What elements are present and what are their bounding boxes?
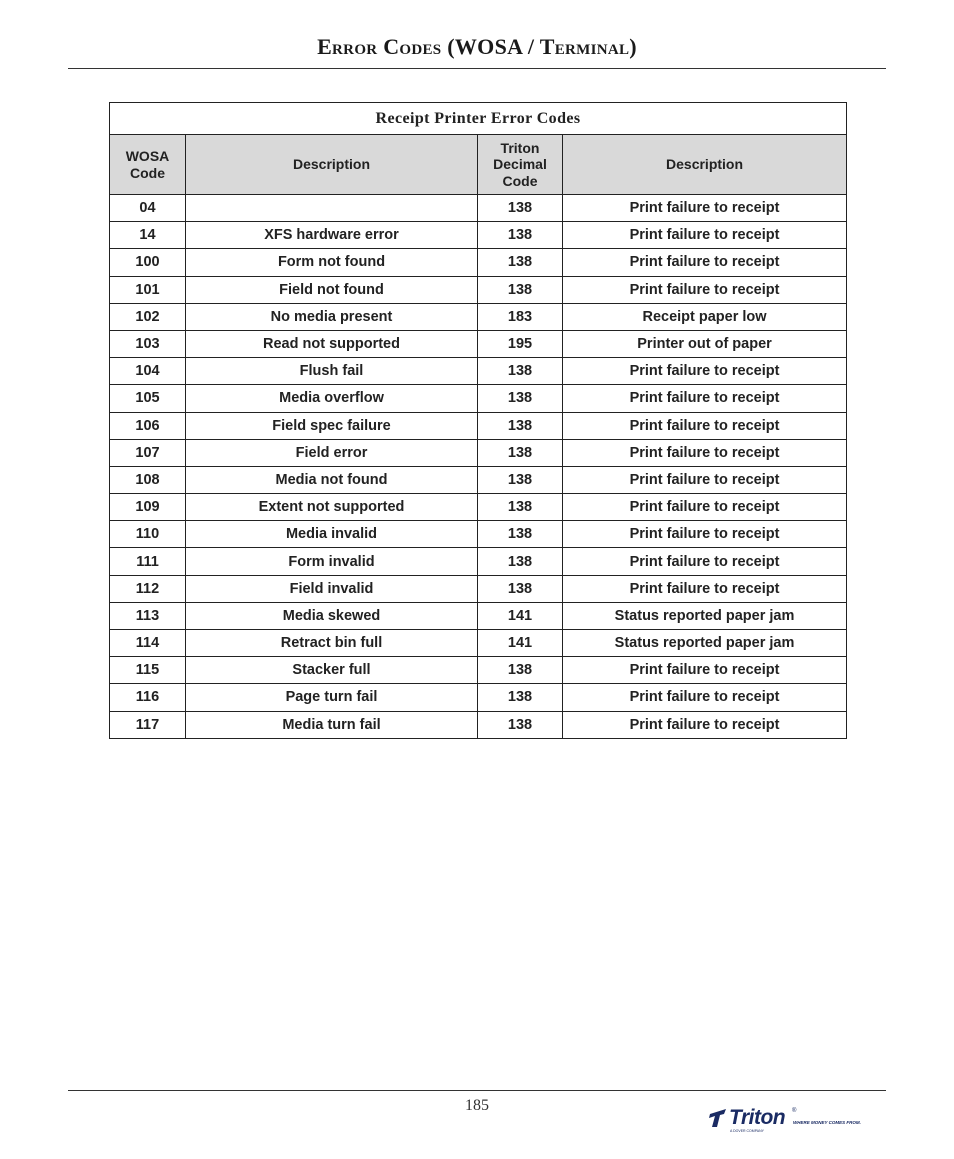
cell-triton-code: 138 (478, 358, 563, 385)
cell-wosa-description: Form not found (186, 249, 478, 276)
cell-triton-code: 138 (478, 276, 563, 303)
table-row (110, 711, 847, 738)
cell-wosa-description: Read not supported (186, 330, 478, 357)
cell-triton-code: 138 (478, 657, 563, 684)
column-header-wosa-description: Description (186, 135, 478, 195)
cell-triton-description: Print failure to receipt (563, 412, 847, 439)
table-row (110, 439, 847, 466)
cell-triton-description: Print failure to receipt (563, 521, 847, 548)
table-row (110, 684, 847, 711)
cell-wosa-code: 101 (110, 276, 186, 303)
cell-triton-description: Printer out of paper (563, 330, 847, 357)
cell-triton-code: 195 (478, 330, 563, 357)
triton-mark-icon (708, 1108, 728, 1128)
table-row (110, 249, 847, 276)
page-title: Error Codes (WOSA / Terminal) (317, 34, 637, 59)
table-row (110, 330, 847, 357)
cell-triton-description: Print failure to receipt (563, 711, 847, 738)
cell-wosa-code: 103 (110, 330, 186, 357)
cell-wosa-description: Media skewed (186, 602, 478, 629)
table-body (110, 195, 847, 739)
cell-wosa-description: Stacker full (186, 657, 478, 684)
cell-triton-description: Print failure to receipt (563, 358, 847, 385)
column-header-line: WOSA (125, 148, 170, 164)
table-row (110, 195, 847, 222)
cell-wosa-code: 107 (110, 439, 186, 466)
cell-triton-description: Print failure to receipt (563, 195, 847, 222)
cell-wosa-description: Media turn fail (186, 711, 478, 738)
table-row (110, 521, 847, 548)
cell-wosa-code: 110 (110, 521, 186, 548)
cell-triton-code: 138 (478, 575, 563, 602)
cell-wosa-code: 116 (110, 684, 186, 711)
logo-sub: A DOVER COMPANY (730, 1129, 764, 1133)
cell-wosa-code: 111 (110, 548, 186, 575)
cell-triton-code: 138 (478, 412, 563, 439)
logo-registered: ® (792, 1108, 797, 1114)
cell-wosa-code: 105 (110, 385, 186, 412)
cell-triton-code: 138 (478, 521, 563, 548)
cell-wosa-description: Flush fail (186, 358, 478, 385)
column-header-line: Code (130, 164, 165, 181)
cell-triton-code: 141 (478, 602, 563, 629)
cell-wosa-description: Retract bin full (186, 630, 478, 657)
cell-triton-description: Print failure to receipt (563, 548, 847, 575)
cell-wosa-code: 102 (110, 303, 186, 330)
cell-wosa-code: 104 (110, 358, 186, 385)
cell-wosa-description: Media invalid (186, 521, 478, 548)
cell-triton-code: 138 (478, 711, 563, 738)
cell-triton-description: Print failure to receipt (563, 494, 847, 521)
logo-brand: Triton (729, 1106, 786, 1129)
cell-wosa-code: 108 (110, 466, 186, 493)
table-row (110, 303, 847, 330)
cell-wosa-description: Field spec failure (186, 412, 478, 439)
column-header-wosa-code (110, 135, 186, 195)
cell-wosa-description: Field not found (186, 276, 478, 303)
cell-triton-description: Print failure to receipt (563, 249, 847, 276)
cell-wosa-code: 109 (110, 494, 186, 521)
cell-wosa-description: Page turn fail (186, 684, 478, 711)
page-number: 185 (465, 1097, 489, 1114)
cell-wosa-code: 14 (110, 222, 186, 249)
logo-tagline: WHERE MONEY COMES FROM. (793, 1120, 861, 1125)
cell-wosa-code: 100 (110, 249, 186, 276)
cell-triton-description: Status reported paper jam (563, 602, 847, 629)
footer-divider (68, 1090, 886, 1091)
table-row (110, 276, 847, 303)
column-header-line: Triton (500, 139, 540, 156)
table-row (110, 630, 847, 657)
cell-triton-description: Print failure to receipt (563, 684, 847, 711)
cell-triton-description: Print failure to receipt (563, 276, 847, 303)
cell-triton-description: Status reported paper jam (563, 630, 847, 657)
cell-triton-code: 138 (478, 494, 563, 521)
table-row (110, 575, 847, 602)
cell-wosa-description: No media present (186, 303, 478, 330)
cell-wosa-description: Extent not supported (186, 494, 478, 521)
cell-wosa-code: 117 (110, 711, 186, 738)
table-row (110, 494, 847, 521)
cell-triton-description: Print failure to receipt (563, 466, 847, 493)
cell-triton-code: 138 (478, 548, 563, 575)
column-header-triton-description: Description (563, 135, 847, 195)
table-caption: Receipt Printer Error Codes (110, 103, 847, 135)
column-header-triton-code (478, 135, 563, 195)
cell-triton-description: Print failure to receipt (563, 575, 847, 602)
error-codes-table-container (109, 102, 846, 739)
cell-triton-code: 138 (478, 439, 563, 466)
header-divider (68, 68, 886, 69)
cell-triton-description: Print failure to receipt (563, 439, 847, 466)
column-header-line: Decimal (493, 156, 547, 173)
table-row (110, 385, 847, 412)
cell-wosa-description: Field invalid (186, 575, 478, 602)
cell-wosa-code: 112 (110, 575, 186, 602)
cell-triton-code: 138 (478, 249, 563, 276)
cell-triton-description: Print failure to receipt (563, 657, 847, 684)
cell-wosa-description: Media overflow (186, 385, 478, 412)
cell-wosa-description: Field error (186, 439, 478, 466)
table-row (110, 657, 847, 684)
table-row (110, 466, 847, 493)
cell-triton-code: 141 (478, 630, 563, 657)
cell-wosa-description (186, 195, 478, 222)
cell-wosa-code: 04 (110, 195, 186, 222)
cell-wosa-description: Media not found (186, 466, 478, 493)
table-row (110, 358, 847, 385)
table-row (110, 548, 847, 575)
table-row (110, 222, 847, 249)
cell-triton-code: 138 (478, 195, 563, 222)
cell-wosa-code: 106 (110, 412, 186, 439)
cell-triton-description: Print failure to receipt (563, 222, 847, 249)
cell-triton-code: 138 (478, 385, 563, 412)
cell-wosa-code: 113 (110, 602, 186, 629)
cell-triton-description: Print failure to receipt (563, 385, 847, 412)
cell-triton-code: 138 (478, 222, 563, 249)
cell-triton-code: 138 (478, 466, 563, 493)
table-row (110, 602, 847, 629)
table-row (110, 412, 847, 439)
cell-wosa-code: 115 (110, 657, 186, 684)
cell-triton-description: Receipt paper low (563, 303, 847, 330)
cell-wosa-code: 114 (110, 630, 186, 657)
cell-wosa-description: Form invalid (186, 548, 478, 575)
cell-wosa-description: XFS hardware error (186, 222, 478, 249)
column-header-line: Code (502, 172, 538, 189)
cell-triton-code: 183 (478, 303, 563, 330)
receipt-printer-error-codes-table (109, 102, 847, 739)
triton-logo (708, 1106, 870, 1136)
cell-triton-code: 138 (478, 684, 563, 711)
